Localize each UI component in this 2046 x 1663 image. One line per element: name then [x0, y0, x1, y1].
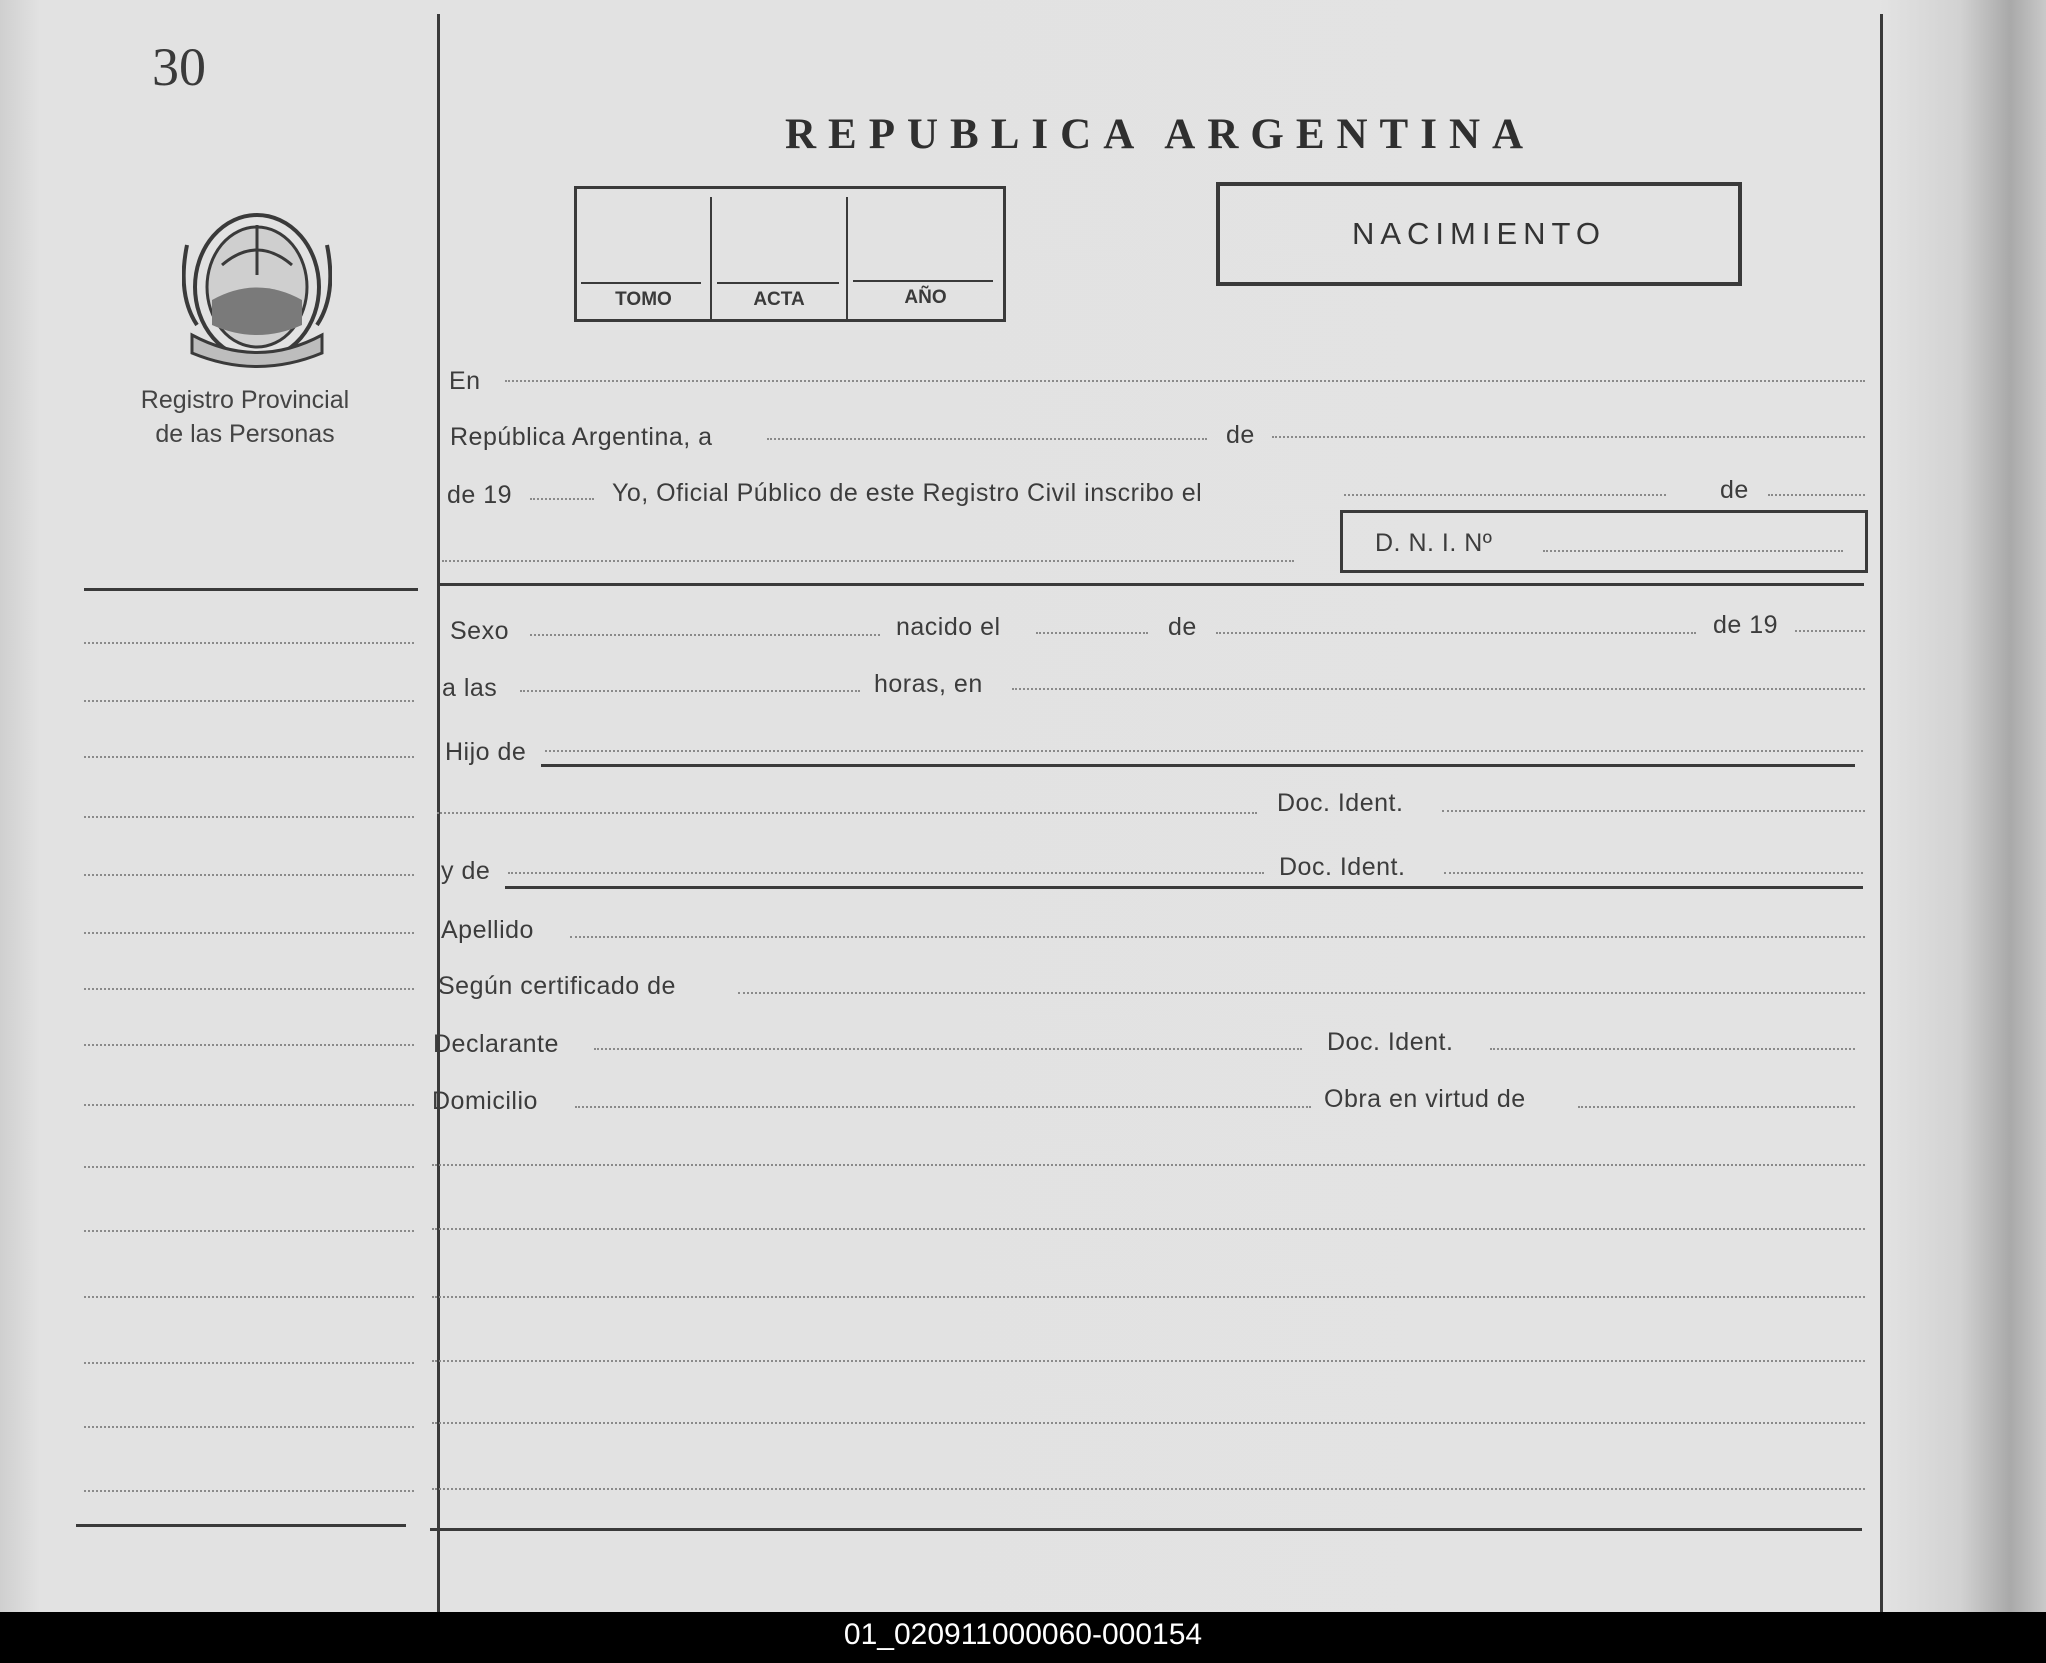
horas-en-label: horas, en [874, 670, 983, 698]
sidebar-line [84, 1104, 414, 1106]
de-label: de [1226, 421, 1255, 449]
sidebar-line [84, 1166, 414, 1168]
sidebar-line [84, 1044, 414, 1046]
doc-ident-label-2: Doc. Ident. [1279, 853, 1406, 881]
a-las-label: a las [442, 674, 498, 702]
sidebar-line [84, 1296, 414, 1298]
register-reference-box [574, 186, 1006, 322]
provincial-seal-icon [182, 205, 332, 370]
doc-ident-label-3: Doc. Ident. [1327, 1028, 1454, 1056]
sidebar-line [84, 932, 414, 934]
y-de-label: y de [441, 857, 491, 885]
republica-label: República Argentina, a [450, 423, 713, 451]
de-label-2: de [1720, 476, 1749, 504]
image-id-label: 01_020911000060-000154 [843, 1618, 1203, 1651]
hijo-de-label: Hijo de [445, 738, 527, 766]
sidebar-line [84, 1362, 414, 1364]
sidebar-line [84, 756, 414, 758]
dni-box [1340, 510, 1868, 573]
acta-label: ACTA [753, 289, 805, 310]
sexo-label: Sexo [450, 617, 509, 645]
blank-line [432, 1228, 1865, 1230]
blank-line [432, 1296, 1865, 1298]
de-19-label-2: de 19 [1713, 611, 1779, 639]
body-bottom-rule [430, 1528, 1862, 1531]
obra-en-virtud-label: Obra en virtud de [1324, 1085, 1526, 1113]
page-number: 30 [152, 37, 206, 97]
sidebar-line [84, 700, 414, 702]
nacido-el-label: nacido el [896, 613, 1001, 641]
blank-line [432, 1360, 1865, 1362]
sidebar-bottom-rule [76, 1524, 406, 1527]
sidebar-line [84, 1230, 414, 1232]
registry-name-line2: de las Personas [155, 420, 335, 448]
sidebar-line [84, 874, 414, 876]
tomo-label: TOMO [615, 289, 672, 310]
record-type-label: NACIMIENTO [1351, 216, 1607, 251]
sidebar-line [84, 816, 414, 818]
oficial-publico-label: Yo, Oficial Público de este Registro Civil inscribo el [612, 479, 1203, 507]
doc-ident-label-1: Doc. Ident. [1277, 789, 1404, 817]
declarante-label: Declarante [433, 1030, 559, 1058]
de-19-label: de 19 [447, 481, 513, 509]
sidebar-line [84, 988, 414, 990]
sidebar-line [84, 642, 414, 644]
sidebar-line [84, 1490, 414, 1492]
registry-name-line1: Registro Provincial [140, 386, 350, 414]
blank-line [432, 1164, 1865, 1166]
sidebar-divider [84, 588, 418, 591]
apellido-label: Apellido [441, 916, 534, 944]
right-margin-rule [1880, 14, 1883, 1612]
sidebar-line [84, 1426, 414, 1428]
document-title: REPUBLICA ARGENTINA [785, 111, 1536, 158]
section-divider [440, 583, 1864, 586]
dni-label: D. N. I. Nº [1375, 529, 1493, 557]
domicilio-label: Domicilio [432, 1087, 538, 1115]
blank-line [432, 1488, 1865, 1490]
de-label-3: de [1168, 613, 1197, 641]
record-type-box [1216, 182, 1742, 286]
segun-certificado-label: Según certificado de [438, 972, 676, 1000]
blank-line [432, 1422, 1865, 1424]
ano-label: AÑO [904, 287, 947, 308]
en-label: En [449, 367, 481, 395]
